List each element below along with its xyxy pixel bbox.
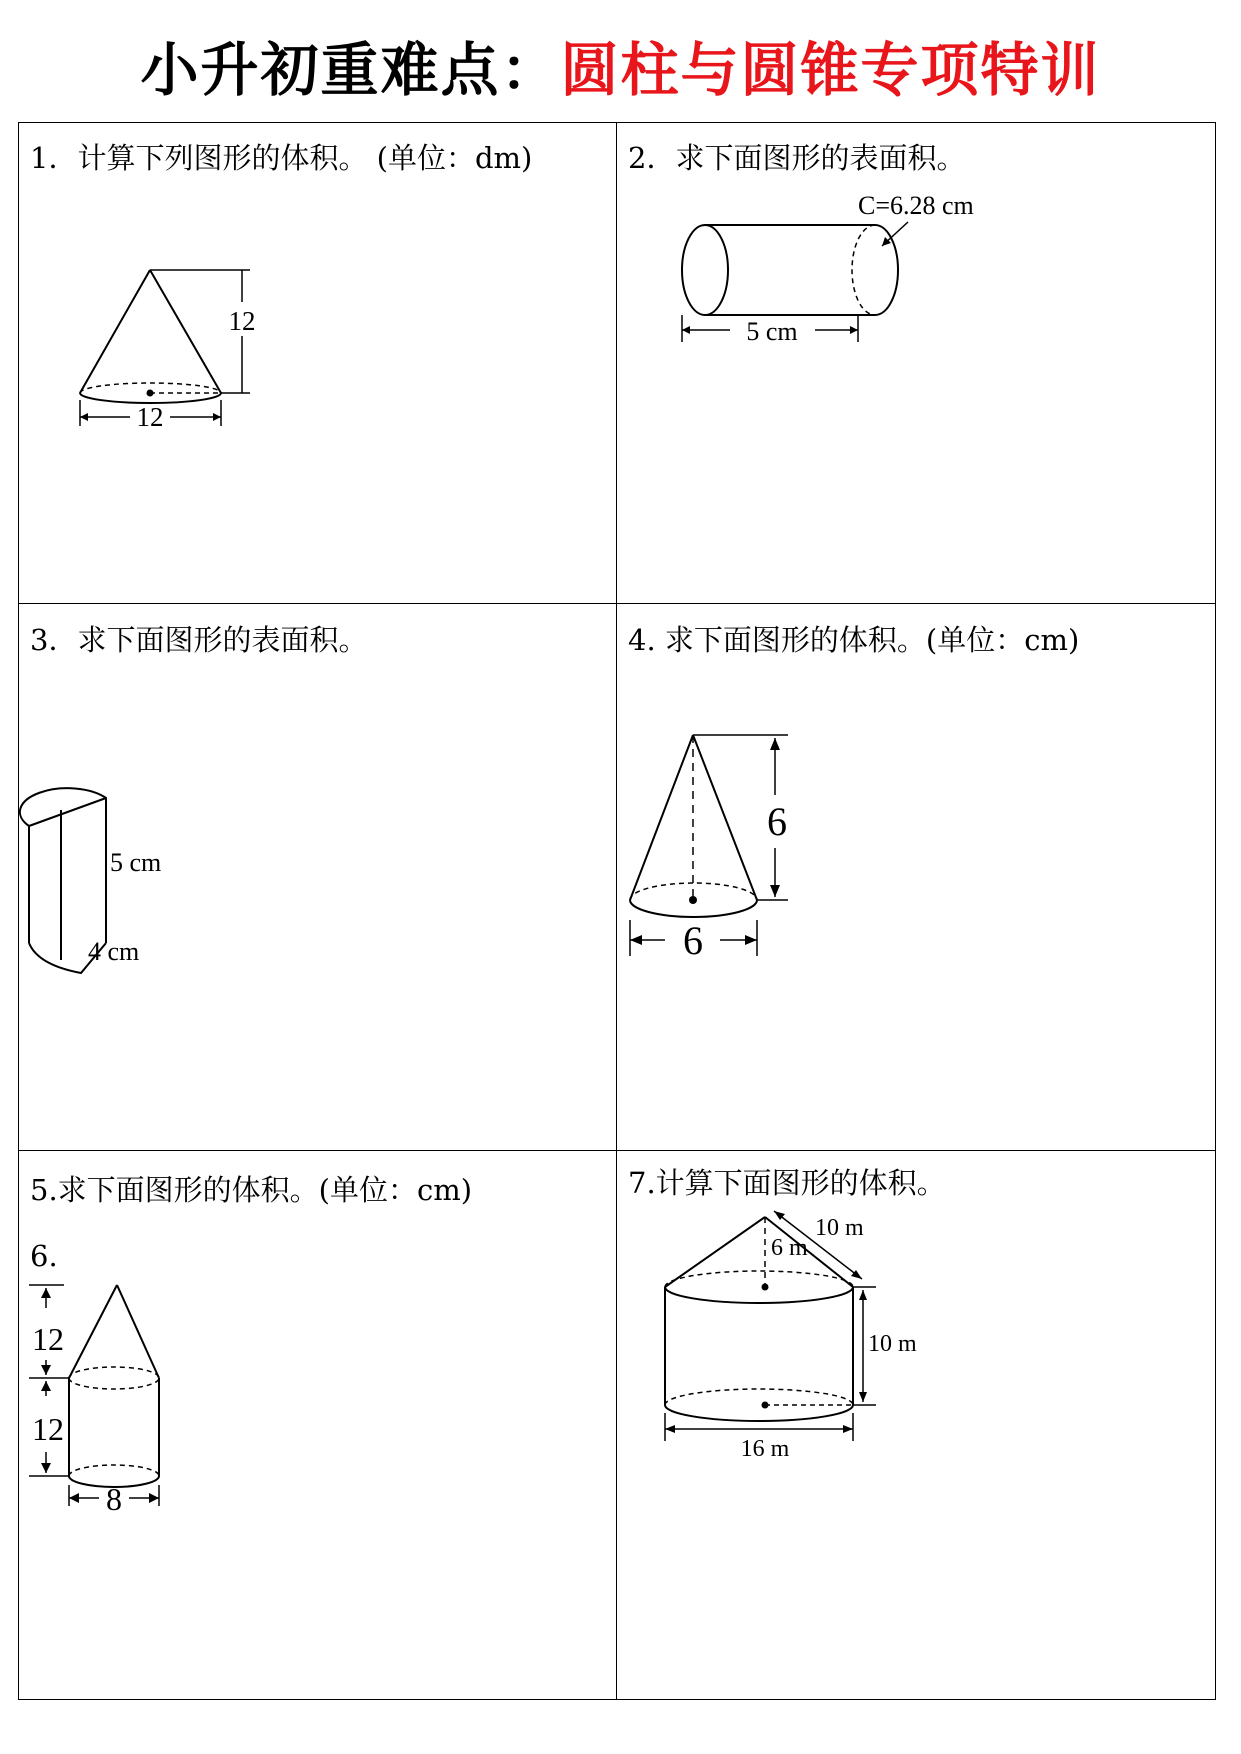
question-2-circumference-label: C=6.28 cm — [858, 191, 974, 220]
question-1-figure-cone — [70, 260, 270, 440]
question-5-figure-cone-on-cylinder — [24, 1280, 174, 1520]
column-divider — [616, 123, 617, 1699]
question-7-cylinder-height-label: 10 m — [868, 1331, 917, 1357]
row-divider-2 — [19, 1150, 1215, 1151]
question-5-text: 5.求下面图形的体积。(单位：cm) — [30, 1173, 473, 1207]
page-title — [0, 30, 1241, 110]
question-5-cylinder-height-label: 12 — [32, 1411, 64, 1447]
question-4-figure-cone — [620, 730, 840, 970]
question-4-height-label: 6 — [767, 799, 787, 844]
question-3-figure-half-cylinder — [26, 790, 176, 980]
question-7-slant-label: 10 m — [815, 1215, 864, 1241]
row-divider-1 — [19, 603, 1215, 604]
question-1-height-label: 12 — [228, 306, 256, 336]
question-5-cone-height-label: 12 — [32, 1321, 64, 1357]
question-2-length-label: 5 cm — [746, 317, 798, 346]
title-part-accent: 圆柱与圆锥专项特训 — [560, 36, 1101, 104]
question-7-figure-cone-on-cylinder — [650, 1205, 950, 1470]
question-3-text: 3．求下面图形的表面积。 — [30, 623, 368, 657]
title-part-main: 小升初重难点： — [140, 36, 561, 104]
question-1-diameter-label: 12 — [136, 402, 164, 432]
question-3-height-label: 5 cm — [110, 848, 162, 877]
question-3-diameter-label: 4 cm — [88, 937, 140, 966]
question-7-diameter-label: 16 m — [740, 1436, 790, 1462]
question-7-cone-height-label: 6 m — [771, 1235, 808, 1261]
question-4-text: 4. 求下面图形的体积。(单位：cm) — [628, 623, 1080, 657]
question-2-text: 2．求下面图形的表面积。 — [628, 141, 966, 175]
question-7-text: 7.计算下面图形的体积。 — [628, 1166, 946, 1200]
question-5-sub-number: 6. — [30, 1239, 58, 1273]
question-2-figure-cylinder — [660, 190, 1010, 350]
question-4-diameter-label: 6 — [683, 918, 703, 963]
question-5-diameter-label: 8 — [106, 1481, 122, 1517]
question-1-text: 1．计算下列图形的体积。 (单位：dm) — [30, 141, 533, 175]
